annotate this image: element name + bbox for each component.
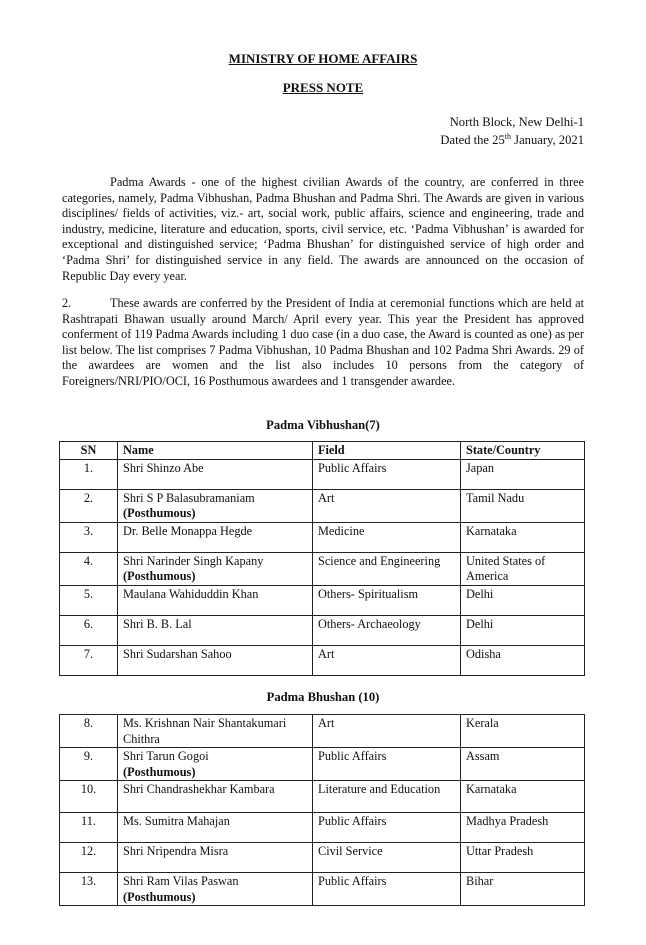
date-prefix: Dated the 25: [440, 133, 505, 147]
awardee-name: Ms. Sumitra Mahajan: [123, 814, 230, 828]
posthumous-note: (Posthumous): [123, 506, 196, 520]
cell-name: [118, 813, 313, 843]
posthumous-note: (Posthumous): [123, 569, 196, 583]
awardee-name: Shri Chandrashekhar Kambara: [123, 782, 275, 796]
cell-field: Civil Service: [313, 843, 461, 873]
cell-name: [118, 843, 313, 873]
cell-name: [118, 781, 313, 813]
cell-sn: 5.: [60, 585, 118, 615]
awardee-name: Shri S P Balasubramaniam: [123, 490, 255, 505]
cell-sn: 9.: [60, 748, 118, 781]
cell-field: Others- Archaeology: [313, 615, 461, 645]
cell-state: Delhi: [461, 585, 585, 615]
column-header-state: State/Country: [461, 442, 585, 460]
cell-state: Assam: [461, 748, 585, 781]
cell-name: [118, 459, 313, 489]
cell-state: Kerala: [461, 715, 585, 748]
cell-field: Medicine: [313, 522, 461, 552]
paragraph-number: 2.: [62, 296, 72, 310]
awardee-name: Shri Tarun Gogoi: [123, 749, 209, 763]
table-row: [60, 781, 585, 813]
cell-name: [118, 645, 313, 675]
cell-state: Tamil Nadu: [461, 489, 585, 522]
padma-vibhushan-heading: Padma Vibhushan(7): [266, 418, 380, 432]
awardee-name: Ms. Krishnan Nair Shantakumari Chithra: [123, 716, 287, 746]
table-row: [60, 585, 585, 615]
date-suffix: January, 2021: [511, 133, 584, 147]
cell-field: Public Affairs: [313, 813, 461, 843]
table-row: [60, 813, 585, 843]
table-row: [60, 873, 585, 906]
paragraph-1: Padma Awards - one of the highest civilian Awards of the country, are conferred in three categories, namely, Padma Vibhushan, Padma Bhushan and Padma Shri. The Awards are given in various disciplines/ fields of activities, viz.- art, social work, public affairs, science and engineering, trade and industry, medicine, literature and education, sports, civil service, etc. ‘Padma Vibhushan’ is awarded for exceptional and distinguished service; ‘Padma Bhushan’ for distinguished service of high order and ‘Padma Shri’ for distinguished service in any field. The awards are announced on the occasion of Republic Day every year.: [62, 175, 584, 283]
cell-field: Others- Spiritualism: [313, 585, 461, 615]
awardee-name: Shri B. B. Lal: [123, 616, 192, 631]
awardee-name: Shri Narinder Singh Kapany: [123, 553, 264, 568]
table-row: [60, 552, 585, 585]
posthumous-note: (Posthumous): [123, 764, 196, 779]
table-row: [60, 748, 585, 781]
cell-sn: 4.: [60, 552, 118, 585]
cell-state: Bihar: [461, 873, 585, 906]
table-row: [60, 843, 585, 873]
column-header-sn: SN: [60, 442, 118, 460]
column-header-field: Field: [313, 442, 461, 460]
awardee-name: Dr. Belle Monappa Hegde: [123, 523, 253, 538]
cell-field: Art: [313, 715, 461, 748]
press-note-title: PRESS NOTE: [282, 80, 364, 95]
cell-sn: 11.: [60, 813, 118, 843]
date-superscript: th: [504, 131, 512, 141]
cell-sn: 3.: [60, 522, 118, 552]
awardee-name: Shri Nripendra Misra: [123, 844, 229, 858]
date-line: [440, 131, 584, 150]
table-row: [60, 489, 585, 522]
cell-field: Public Affairs: [313, 873, 461, 906]
awardee-name: Shri Shinzo Abe: [123, 460, 204, 475]
table-row: [60, 645, 585, 675]
table-row: [60, 715, 585, 748]
cell-name: [118, 489, 313, 522]
cell-state: Uttar Pradesh: [461, 843, 585, 873]
cell-sn: 12.: [60, 843, 118, 873]
cell-field: Public Affairs: [313, 459, 461, 489]
awardee-name: Shri Sudarshan Sahoo: [123, 646, 232, 661]
cell-name: [118, 748, 313, 781]
cell-sn: 10.: [60, 781, 118, 813]
cell-name: [118, 552, 313, 585]
cell-name: [118, 585, 313, 615]
awardee-name: Maulana Wahiduddin Khan: [123, 586, 259, 601]
cell-sn: 7.: [60, 645, 118, 675]
table-row: [60, 522, 585, 552]
table-row: [60, 459, 585, 489]
cell-field: Science and Engineering: [313, 552, 461, 585]
paragraph-2: [62, 296, 584, 390]
padma-bhushan-table: [59, 714, 585, 906]
cell-name: [118, 522, 313, 552]
padma-vibhushan-table: [59, 441, 585, 676]
cell-field: Art: [313, 645, 461, 675]
column-header-name: Name: [118, 442, 313, 460]
cell-state: Karnataka: [461, 781, 585, 813]
paragraph-2-text: These awards are conferred by the President of India at ceremonial functions which are held at Rashtrapati Bhawan usually around March/ April every year. This year the President has approved conferment of 119 Padma Awards including 1 duo case (in a duo case, the Award is counted as one) as per list below. The list comprises 7 Padma Vibhushan, 10 Padma Bhushan and 102 Padma Shri Awards. 29 of the awardees are women and the list also includes 10 persons from the category of Foreigners/NRI/PIO/OCI, 16 Posthumous awardees and 1 transgender awardee.: [62, 296, 584, 388]
cell-state: Odisha: [461, 645, 585, 675]
table-row: [60, 615, 585, 645]
cell-state: United States of America: [461, 552, 585, 585]
cell-sn: 2.: [60, 489, 118, 522]
cell-sn: 1.: [60, 459, 118, 489]
table-header-row: [60, 442, 585, 460]
cell-field: Art: [313, 489, 461, 522]
cell-sn: 6.: [60, 615, 118, 645]
cell-name: [118, 715, 313, 748]
cell-name: [118, 873, 313, 906]
ministry-title: MINISTRY OF HOME AFFAIRS: [228, 51, 418, 66]
cell-state: Karnataka: [461, 522, 585, 552]
cell-state: Madhya Pradesh: [461, 813, 585, 843]
cell-state: Delhi: [461, 615, 585, 645]
padma-bhushan-heading: Padma Bhushan (10): [266, 690, 380, 704]
address-line: North Block, New Delhi-1: [449, 115, 584, 129]
cell-field: Public Affairs: [313, 748, 461, 781]
posthumous-note: (Posthumous): [123, 889, 196, 904]
cell-field: Literature and Education: [313, 781, 461, 813]
cell-sn: 8.: [60, 715, 118, 748]
awardee-name: Shri Ram Vilas Paswan: [123, 874, 239, 888]
cell-name: [118, 615, 313, 645]
cell-state: Japan: [461, 459, 585, 489]
cell-sn: 13.: [60, 873, 118, 906]
